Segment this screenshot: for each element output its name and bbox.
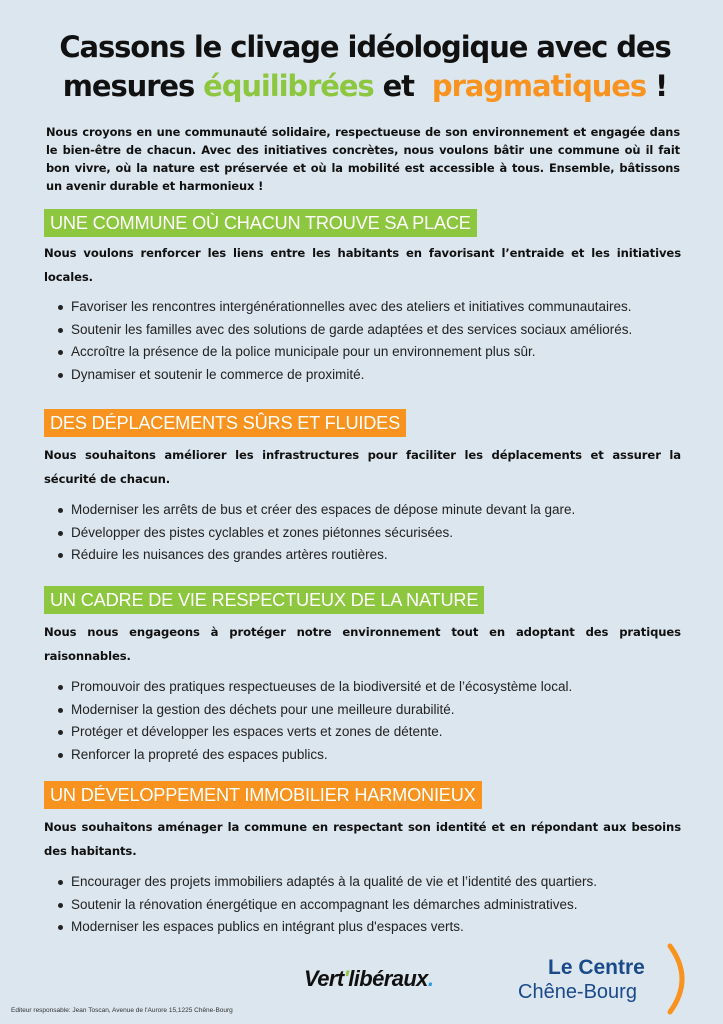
section-lead: Nous nous engageons à protéger notre environnement tout en adoptant des pratiques raisonnables. [44,625,681,663]
logo-dot: . [427,966,434,991]
list-item: Soutenir la rénovation énergétique en accompagnant les démarches administratives. [58,894,684,917]
title-line1: Cassons le clivage idéologique avec des [59,30,671,64]
bullet-list [44,676,684,766]
list-item: Renforcer la propreté des espaces publics. [58,744,684,767]
list-item: Accroître la présence de la police municipale pour un environnement plus sûr. [58,341,684,364]
le-centre-logo [518,952,698,1012]
title-line2-start: mesures [62,69,195,103]
section-heading: DES DÉPLACEMENTS SÛRS ET FLUIDES [44,409,406,437]
list-item: Moderniser les arrêts de bus et créer des espaces de dépose minute devant la gare. [58,499,684,522]
logo-apostrophe: ' [343,966,349,991]
list-item: Moderniser la gestion des déchets pour une meilleure durabilité. [58,699,684,722]
logo-line2: Chêne-Bourg [518,981,637,1003]
list-item: Protéger et développer les espaces verts et zones de détente. [58,721,684,744]
section-nature [44,586,684,766]
section-heading: UN CADRE DE VIE RESPECTUEUX DE LA NATURE [44,586,484,614]
logo-line1: Le Centre [548,956,645,979]
title-word-et: et [382,69,414,103]
logo-text: libéraux [348,966,428,991]
section-lead: Nous souhaitons améliorer les infrastructures pour faciliter les déplacements et assurer la sécurité de chacun. [44,448,681,486]
title-word-equilibrees: équilibrées [203,69,374,103]
title-word-pragmatiques: pragmatiques [431,69,647,103]
bullet-list [44,499,684,567]
section-immobilier [44,781,684,939]
list-item: Soutenir les familles avec des solutions de garde adaptées et des services sociaux améliorés. [58,319,684,342]
list-item: Réduire les nuisances des grandes artères routières. [58,544,684,567]
title-exclamation: ! [655,69,668,103]
vert-liberaux-logo [304,966,433,992]
page-title [40,28,690,106]
section-deplacements [44,409,684,567]
section-commune [44,209,684,386]
bullet-list [44,871,684,939]
list-item: Favoriser les rencontres intergénérationnelles avec des ateliers et initiatives communautaires. [58,296,684,319]
intro-paragraph: Nous croyons en une communauté solidaire, respectueuse de son environnement et engagée dans le bien-être de chacun. Avec des initiatives concrètes, nous voulons bâtir une commune où il fait bon vivre, où la nature est préservée et où la mobilité est accessible à tous. Ensemble, bâtissons un avenir durable et harmonieux ! [46,125,680,193]
list-item: Moderniser les espaces publics en intégrant plus d'espaces verts. [58,916,684,939]
section-lead: Nous souhaitons aménager la commune en respectant son identité et en répondant aux besoins des habitants. [44,820,681,858]
logo-text: Vert [304,966,344,991]
list-item: Encourager des projets immobiliers adaptés à la qualité de vie et l’identité des quartiers. [58,871,684,894]
bullet-list [44,296,684,386]
editor-credit: Editeur responsable: Jean Toscan, Avenue de l'Aurore 15,1225 Chêne-Bourg [11,1007,233,1014]
list-item: Promouvoir des pratiques respectueuses de la biodiversité et de l’écosystème local. [58,676,684,699]
section-heading: UNE COMMUNE OÙ CHACUN TROUVE SA PLACE [44,209,477,237]
list-item: Développer des pistes cyclables et zones piétonnes sécurisées. [58,522,684,545]
section-heading: UN DÉVELOPPEMENT IMMOBILIER HARMONIEUX [44,781,482,809]
orange-arc-icon [664,942,694,1016]
section-lead: Nous voulons renforcer les liens entre les habitants en favorisant l’entraide et les initiatives locales. [44,246,681,284]
list-item: Dynamiser et soutenir le commerce de proximité. [58,364,684,387]
